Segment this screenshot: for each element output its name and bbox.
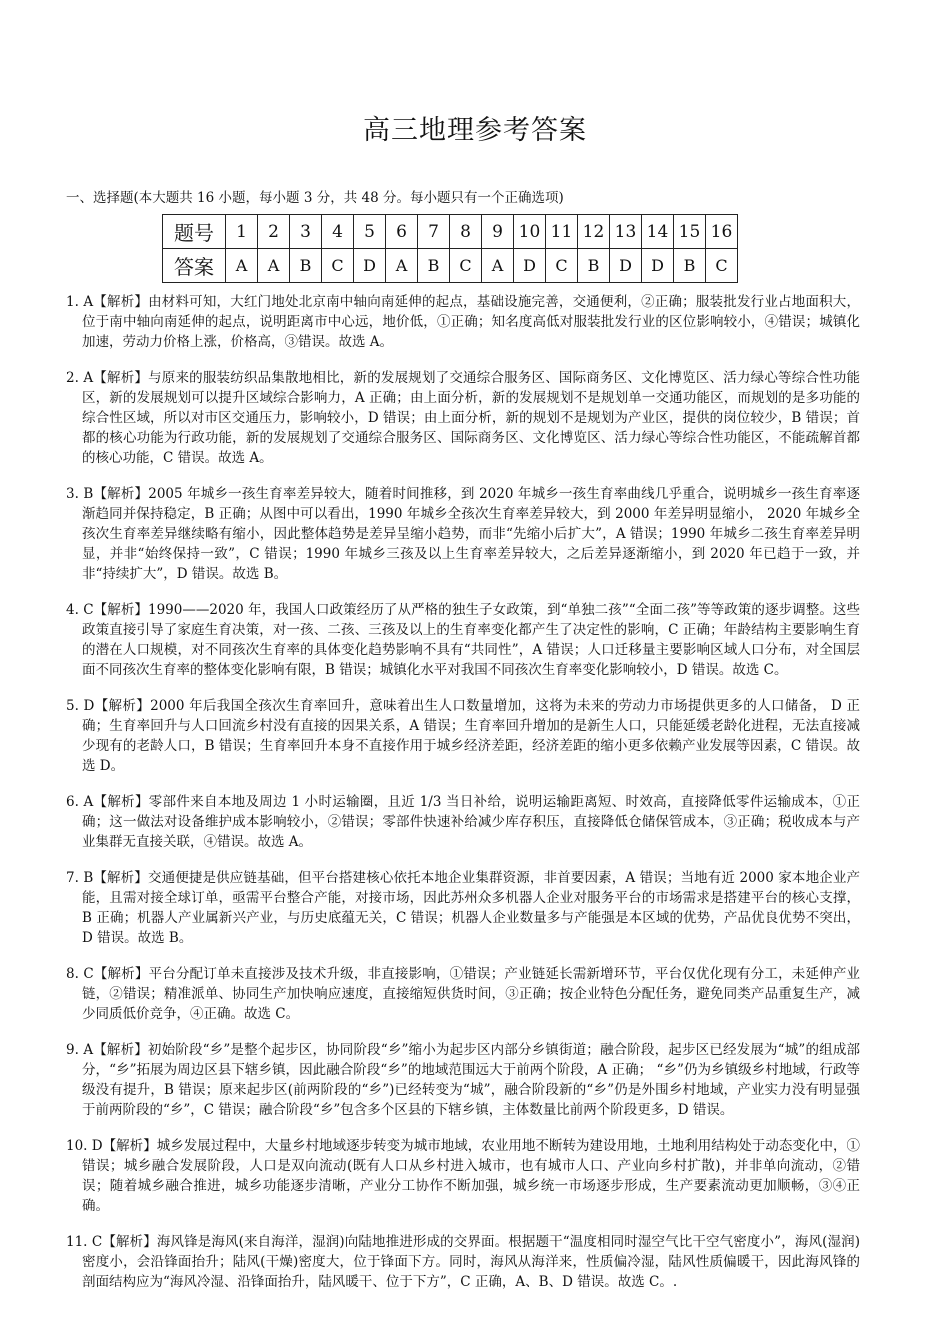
explanation-item: 3. B【解析】2005 年城乡一孩生育率差异较大，随着时间推移，到 2020 年城乡一孩生育率曲线几乎重合，说明城乡一孩生育率逐渐趋同并保持稳定，B 正确；从图中可以看出，1990 年城乡全孩次生育率差异较大，到 2000 年差异明显缩小， 2020 年城乡全孩次生育率差异继续略有缩小，因此整体趋势是差异呈缩小趋势，而非“先缩小后扩大”，A 错误；1990 年城乡二孩生育率差异明显，并非“始终保持一致”，C 错误；1990 年城乡三孩及以上生育率差异较大，之后差异逐渐缩小，到 2020 年已趋于一致，并非“持续扩大”，D 错误。故选 B。 [66,486,860,582]
explanation-item: 10. D【解析】城乡发展过程中，大量乡村地域逐步转变为城市地域，农业用地不断转为建设用地，土地利用结构处于动态变化中，①错误；城乡融合发展阶段，人口是双向流动(既有人口从乡村进入城市，也有城市人口、产业向乡村扩散)，并非单向流动，②错误；随着城乡融合推进，城乡功能逐步清晰，产业分工协作不断加强，城乡统一市场逐步形成，生产要素流动更加顺畅，③④正确。 [66,1138,860,1214]
table-cell: D [514,249,546,283]
table-cell: 9 [482,215,514,249]
explanation-list [66,292,860,1308]
explanation-item: 8. C【解析】平台分配订单未直接涉及技术升级，非直接影响，①错误；产业链延长需新增环节，平台仅优化现有分工，未延伸产业链，②错误；精准派单、协同生产加快响应速度，直接缩短供货时间，③正确；按企业特色分配任务，避免同类产品重复生产，减少同质低价竞争，④正确。故选 C。 [66,966,860,1022]
table-cell: D [354,249,386,283]
table-cell: B [290,249,322,283]
table-cell: 10 [514,215,546,249]
question-number-row [163,215,738,249]
table-cell: C [450,249,482,283]
table-cell: C [322,249,354,283]
table-cell: D [610,249,642,283]
table-cell: C [546,249,578,283]
table-cell: D [642,249,674,283]
table-cell: A [226,249,258,283]
table-cell: A [386,249,418,283]
explanation-item: 9. A【解析】初始阶段“乡”是整个起步区，协同阶段“乡”缩小为起步区内部分乡镇街道；融合阶段，起步区已经发展为“城”的组成部分，“乡”拓展为周边区县下辖乡镇，因此融合阶段“乡”的地域范围远大于前两个阶段，A 正确； “乡”仍为乡镇级乡村地域，行政等级没有提升，B 错误；原来起步区(前两阶段的“乡”)已经转变为“城”，融合阶段新的“乡”仍是外围乡村地域，产业实力没有明显强于前两阶段的“乡”，C 错误；融合阶段“乡”包含多个区县的下辖乡镇，主体数量比前两个阶段更多，D 错误。 [66,1042,860,1118]
table-cell: 11 [546,215,578,249]
table-cell: A [258,249,290,283]
table-cell: 6 [386,215,418,249]
table-cell: 3 [290,215,322,249]
explanation-item: 5. D【解析】2000 年后我国全孩次生育率回升，意味着出生人口数量增加，这将为未来的劳动力市场提供更多的人口储备， D 正确；生育率回升与人口回流乡村没有直接的因果关系，A 错误；生育率回升增加的是新生人口，只能延缓老龄化进程，无法直接减少现有的老龄人口，B 错误；生育率回升本身不直接作用于城乡经济差距，经济差距的缩小更多依赖产业发展等因素，C 错误。故选 D。 [66,698,860,774]
explanation-item: 6. A【解析】零部件来自本地及周边 1 小时运输圈，且近 1/3 当日补给，说明运输距离短、时效高，直接降低零件运输成本，①正确；这一做法对设备维护成本影响较小，②错误；零部件快速补给减少库存积压，直接降低仓储保管成本，③正确；税收成本与产业集群无直接关联，④错误。故选 A。 [66,794,860,850]
explanation-item: 7. B【解析】交通便捷是供应链基础，但平台搭建核心依托本地企业集群资源，非首要因素，A 错误；当地有近 2000 家本地企业产能，且需对接全球订单，亟需平台整合产能，对接市场，因此苏州众多机器人企业对服务平台的市场需求是搭建平台的核心支撑，B 正确；机器人产业属新兴产业，与历史底蕴无关，C 错误；机器人企业数量多与产能强是本区域的优势，产品优良优势不突出，D 错误。故选 B。 [66,870,860,946]
table-cell: 12 [578,215,610,249]
answer-table [162,214,738,283]
table-cell: 2 [258,215,290,249]
table-cell: 5 [354,215,386,249]
table-cell: B [674,249,706,283]
explanation-item: 2. A【解析】与原来的服装纺织品集散地相比，新的发展规划了交通综合服务区、国际商务区、文化博览区、活力绿心等综合性功能区，新的发展规划可以提升区域综合影响力，A 正确；由上面分析，新的发展规划不是规划单一交通功能区，而规划的是多功能的综合性区域，所以对市区交通压力，影响较小，D 错误；由上面分析，新的规划不是规划为产业区，提供的岗位较少，B 错误；首都的核心功能为行政功能，新的发展规划了交通综合服务区、国际商务区、文化博览区、活力绿心等综合性功能区，不能疏解首都的核心功能，C 错误。故选 A。 [66,370,860,466]
table-cell: 15 [674,215,706,249]
table-cell: 8 [450,215,482,249]
table-cell: 16 [706,215,738,249]
section-heading: 一、选择题(本大题共 16 小题，每小题 3 分，共 48 分。每小题只有一个正确选项) [66,190,564,206]
table-cell: 13 [610,215,642,249]
explanation-item: 4. C【解析】1990——2020 年，我国人口政策经历了从严格的独生子女政策，到“单独二孩”“全面二孩”等等政策的逐步调整。这些政策直接引导了家庭生育决策，对一孩、二孩、三孩及以上的生育率变化都产生了决定性的影响，C 正确；年龄结构主要影响生育的潜在人口规模，对不同孩次生育率的具体变化趋势影响不具有“共同性”，A 错误；人口迁移量主要影响区域人口分布，对全国层面不同孩次生育率的整体变化影响有限，B 错误；城镇化水平对我国不同孩次生育率变化影响较小，D 错误。故选 C。 [66,602,860,678]
row-label-number: 题号 [163,215,226,249]
table-cell: B [578,249,610,283]
table-cell: 1 [226,215,258,249]
table-cell: 7 [418,215,450,249]
answer-row [163,249,738,283]
table-cell: A [482,249,514,283]
explanation-item: 11. C【解析】海风锋是海风(来自海洋，湿润)向陆地推进形成的交界面。根据题干“温度相同时湿空气比干空气密度小”，海风(湿润)密度小，会沿锋面抬升；陆风(干燥)密度大，位于锋面下方。同时，海风从海洋来，性质偏冷湿，陆风性质偏暖干，因此海风锋的剖面结构应为“海风冷湿、沿锋面抬升，陆风暖干、位于下方”，C 正确，A、B、D 错误。故选 C。. [66,1234,860,1290]
table-cell: 4 [322,215,354,249]
page-title: 高三地理参考答案 [363,115,587,146]
table-cell: 14 [642,215,674,249]
row-label-answer: 答案 [163,249,226,283]
table-cell: B [418,249,450,283]
explanation-item: 1. A【解析】由材料可知，大红门地处北京南中轴向南延伸的起点，基础设施完善，交通便利，②正确；服装批发行业占地面积大，位于南中轴向南延伸的起点，说明距离市中心远，地价低，①正确；知名度高低对服装批发行业的区位影响较小，④错误；城镇化加速，劳动力价格上涨，价格高，③错误。故选 A。 [66,294,860,350]
table-cell: C [706,249,738,283]
